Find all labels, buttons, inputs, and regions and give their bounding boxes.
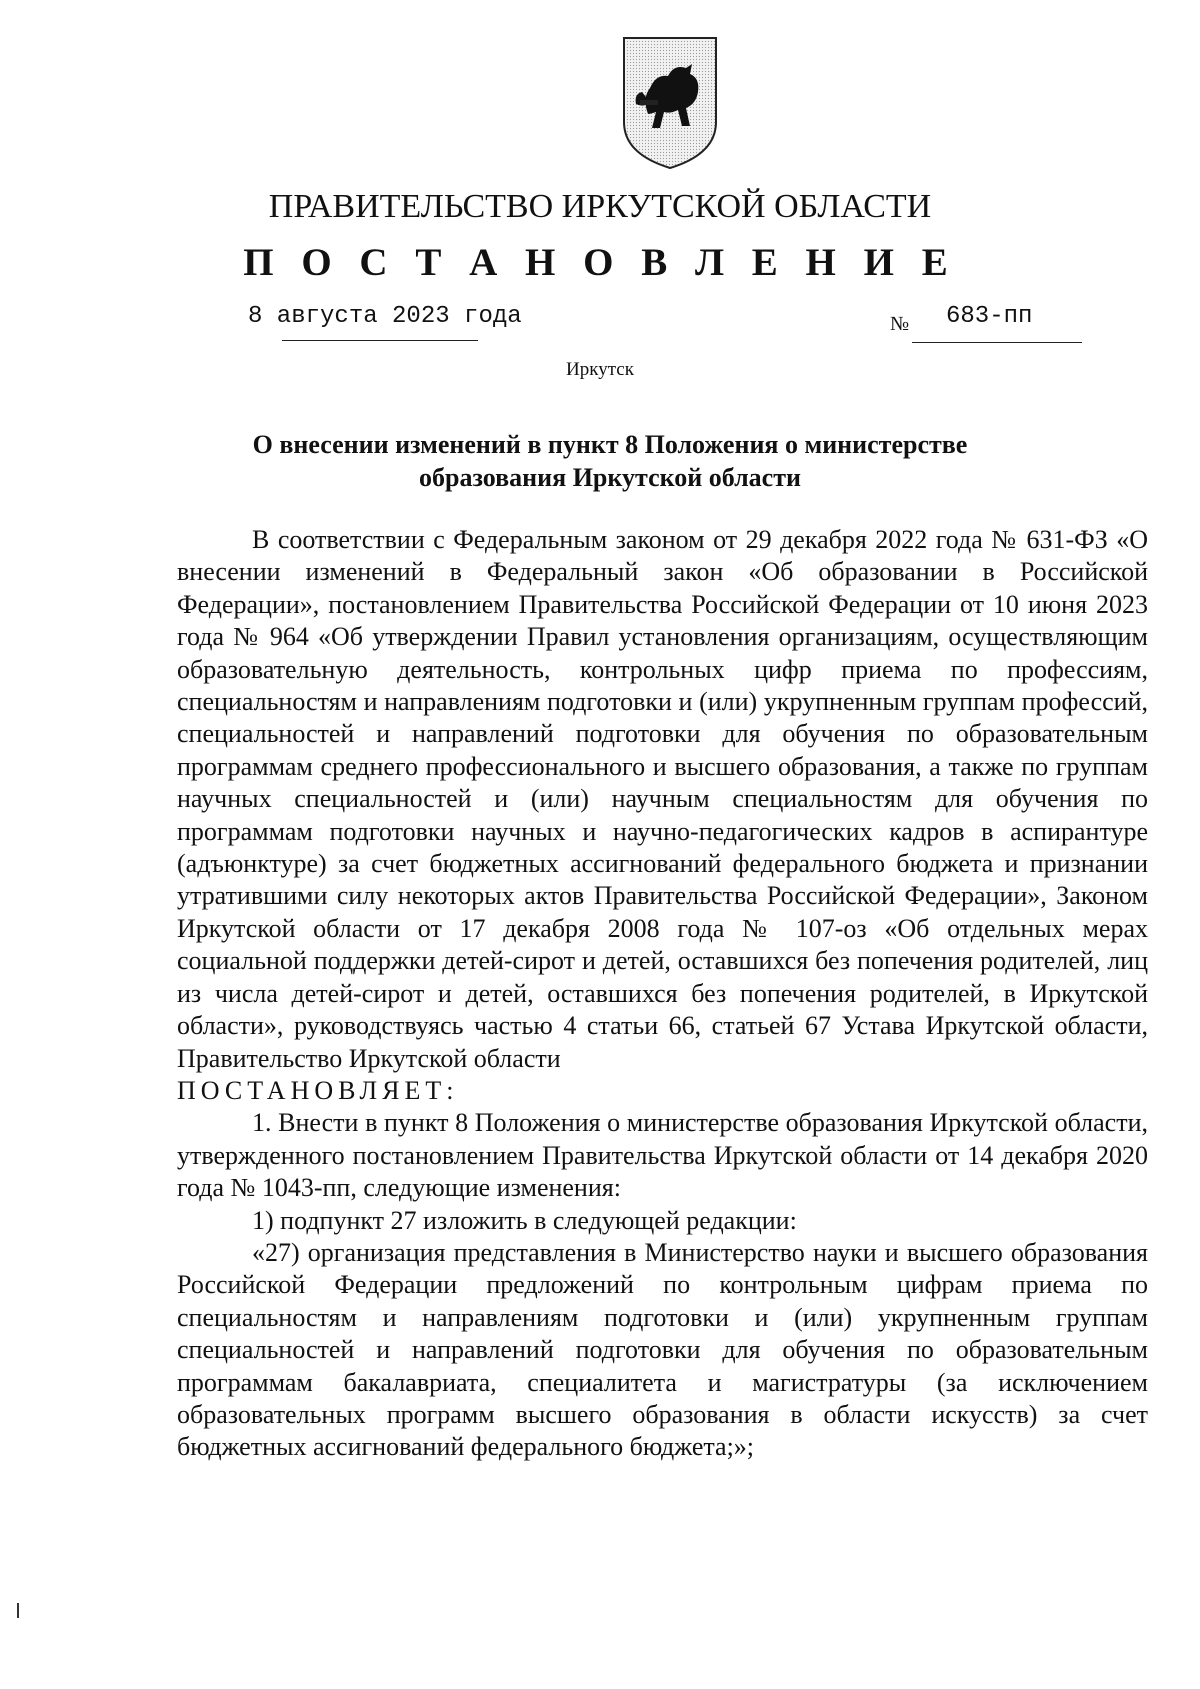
number-sign: № <box>890 313 910 335</box>
document-number: 683-пп <box>946 303 1033 330</box>
number-underline <box>912 342 1082 343</box>
date-underline <box>282 340 478 341</box>
scan-margin-mark <box>17 1603 19 1618</box>
document-body <box>177 524 1148 1464</box>
document-subject: О внесении изменений в пункт 8 Положения о министерстве образования Иркутской области <box>252 430 968 492</box>
document-type-title: П О С Т А Н О В Л Е Н И Е <box>243 241 957 284</box>
item-1-paragraph: 1. Внести в пункт 8 Положения о министерстве образования Иркутской области, утвержденного постановлением Правительства Иркутской области от 14 декабря 2020 года № 1043-пп, следующие изменения: <box>177 1108 1148 1203</box>
quote-27-paragraph: «27) организация представления в Министерство науки и высшего образования Российской Федерации предложений по контрольным цифрам приема по специальностям и направлениям подготовки и (или) укрупненным группам специальностей и направлений подготовки для обучения по образовательным программам бакалавриата, специалитета и магистратуры (за исключением образовательных программ высшего образования в области искусств) за счет бюджетных ассигнований федерального бюджета;»; <box>177 1237 1148 1462</box>
coat-of-arms-icon <box>620 34 720 172</box>
organization-title: ПРАВИТЕЛЬСТВО ИРКУТСКОЙ ОБЛАСТИ <box>268 188 932 225</box>
document-city: Иркутск <box>566 359 634 380</box>
preamble-paragraph: В соответствии с Федеральным законом от 29 декабря 2022 года № 631-ФЗ «О внесении изменений в Федеральный закон «Об образовании в Российской Федерации», постановлением Правительства Российской Федерации от 10 июня 2023 года № 964 «Об утверждении Правил установления организациям, осуществляющим образовательную деятельность, контрольных цифр приема по профессиям, специальностям и направлениям подготовки и (или) укрупненным группам профессий, специальностей и направлений подготовки для обучения по образовательным программам среднего профессионального и высшего образования, а также по группам научных специальностей и (или) научным специальностям для обучения по программам подготовки научных и научно-педагогических кадров в аспирантуре (адъюнктуре) за счет бюджетных ассигнований федерального бюджета и признании утратившими силу некоторых актов Правительства Российской Федерации», Законом Иркутской области от 17 декабря 2008 года № 107-оз «Об отдельных мерах социальной поддержки детей-сирот и детей, оставшихся без попечения родителей, лиц из числа детей-сирот и детей, оставшихся без попечения родителей, в Иркутской области», руководствуясь частью 4 статьи 66, статьей 67 Устава Иркутской области, Правительство Иркутской области <box>177 525 1148 1073</box>
document-date: 8 августа 2023 года <box>248 303 522 330</box>
sub-item-1-paragraph: 1) подпункт 27 изложить в следующей редакции: <box>252 1205 797 1235</box>
decree-word: ПОСТАНОВЛЯЕТ: <box>177 1075 459 1105</box>
